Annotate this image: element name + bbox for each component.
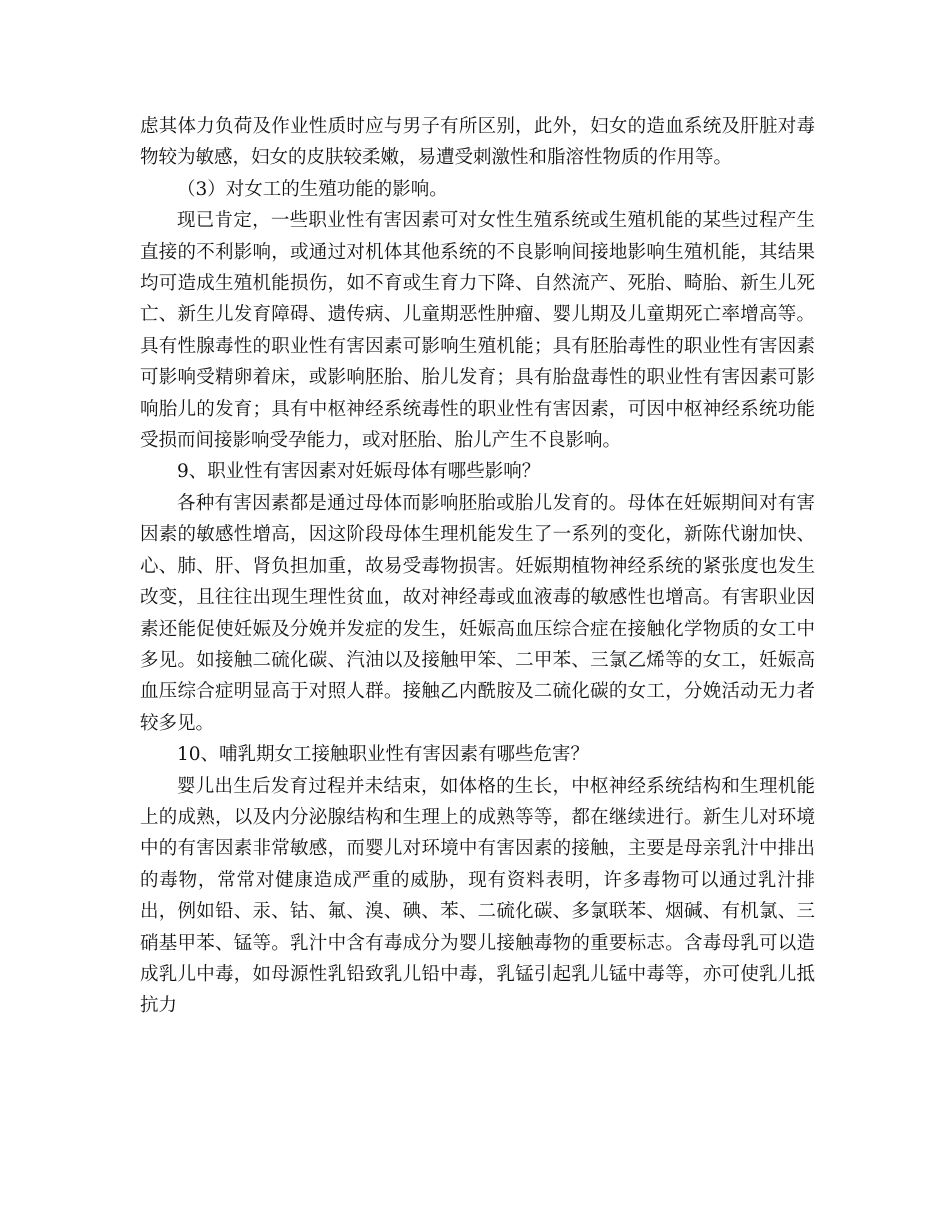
paragraph-lactation-hazards: 婴儿出生后发育过程并未结束，如体格的生长，中枢神经系统结构和生理机能上的成熟，以及内分泌腺结构和生理上的成熟等等，都在继续进行。新生儿对环境中的有害因素非常敏感，而婴儿对环境中有害因素的接触，主要是母亲乳汁中排出的毒物，常常对健康造成严重的威胁，现有资料表明，许多毒物可以通过乳汁排出，例如铅、汞、钴、氟、溴、碘、苯、二硫化碳、多氯联苯、烟碱、有机氯、三硝基甲苯、锰等。乳汁中含有毒成分为婴儿接触毒物的重要标志。含毒母乳可以造成乳儿中毒，如母源性乳铅致乳儿铅中毒，乳锰引起乳儿锰中毒等，亦可使乳儿抵抗力 [140, 775, 815, 1017]
paragraph-continuation: 虑其体力负荷及作业性质时应与男子有所区别，此外，妇女的造血系统及肝脏对毒物较为敏感，妇女的皮肤较柔嫩，易遭受刺激性和脂溶性物质的作用等。 [140, 116, 815, 169]
question-heading-10: 10、哺乳期女工接触职业性有害因素有哪些危害？ [177, 744, 590, 766]
section-heading-reproductive-function: （3）对女工的生殖功能的影响。 [177, 178, 448, 200]
paragraph-pregnancy-effects: 各种有害因素都是通过母体而影响胚胎或胎儿发育的。母体在妊娠期间对有害因素的敏感性增高，因这阶段母体生理机能发生了一系列的变化，新陈代谢加快、心、肺、肝、肾负担加重，故易受毒物损害。妊娠期植物神经系统的紧张度也发生改变，且往往出现生理性贫血，故对神经毒或血液毒的敏感性也增高。有害职业因素还能促使妊娠及分娩并发症的发生，妊娠高血压综合症在接触化学物质的女工中多见。如接触二硫化碳、汽油以及接触甲笨、二甲苯、三氯乙烯等的女工，妊娠高血压综合症明显高于对照人群。接触乙内酰胺及二硫化碳的女工，分娩活动无力者较多见。 [140, 492, 815, 734]
document-body [140, 111, 815, 1022]
question-heading-9: 9、职业性有害因素对妊娠母体有哪些影响？ [177, 461, 541, 483]
paragraph-reproductive-effects: 现已肯定，一些职业性有害因素可对女性生殖系统或生殖机能的某些过程产生直接的不利影响，或通过对机体其他系统的不良影响间接地影响生殖机能，其结果均可造成生殖机能损伤，如不育或生育力下降、自然流产、死胎、畸胎、新生儿死亡、新生儿发育障碍、遗传病、儿童期恶性肿瘤、婴儿期及儿童期死亡率增高等。具有性腺毒性的职业性有害因素可影响生殖机能；具有胚胎毒性的职业性有害因素可影响受精卵着床，或影响胚胎、胎儿发育；具有胎盘毒性的职业性有害因素可影响胎儿的发育；具有中枢神经系统毒性的职业性有害因素，可因中枢神经系统功能受损而间接影响受孕能力，或对胚胎、胎儿产生不良影响。 [140, 210, 815, 452]
